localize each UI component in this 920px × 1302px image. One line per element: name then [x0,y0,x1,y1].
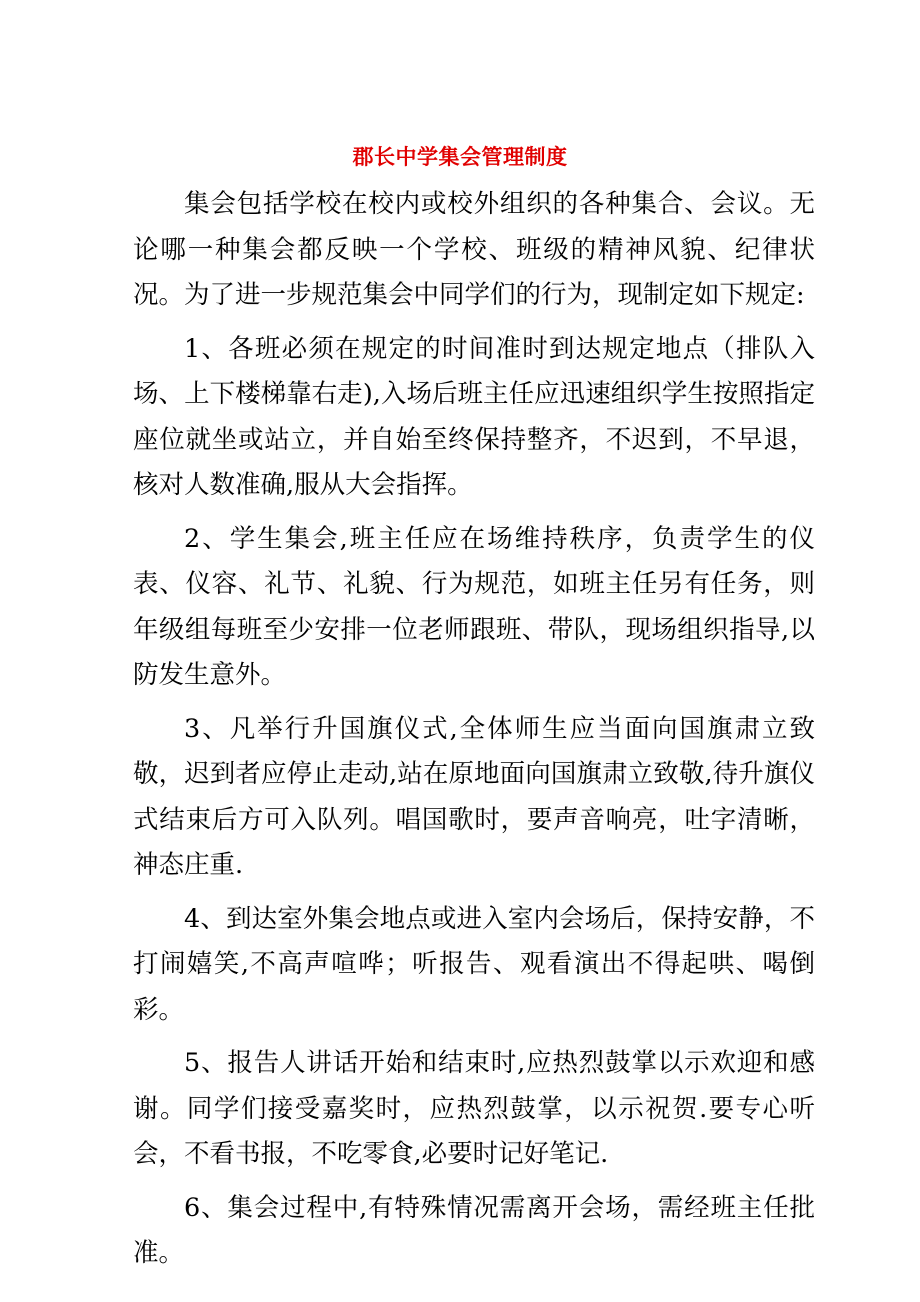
document-title: 郡长中学集会管理制度 [352,145,568,169]
rule-paragraph-5: 5、报告人讲话开始和结束时,应热烈鼓掌以示欢迎和感谢。同学们接受嘉奖时，应热烈鼓掌，以示祝贺.要专心听会，不看书报，不吃零食,必要时记好笔记. [133,1048,815,1169]
rule-paragraph-3: 3、凡举行升国旗仪式,全体师生应当面向国旗肃立致敬，迟到者应停止走动,站在原地面向国旗肃立致敬,待升旗仪式结束后方可入队列。唱国歌时，要声音响亮，吐字清晰，神态庄重. [133,713,815,880]
document-body [133,182,815,1277]
rule-paragraph-1: 1、各班必须在规定的时间准时到达规定地点（排队入场、上下楼梯靠右走),入场后班主任应迅速组织学生按照指定座位就坐或站立，并自始至终保持整齐，不迟到，不早退，核对人数准确,服从大会指挥。 [133,333,815,500]
rule-paragraph-2: 2、学生集会,班主任应在场维持秩序，负责学生的仪表、仪容、礼节、礼貌、行为规范，如班主任另有任务，则年级组每班至少安排一位老师跟班、带队，现场组织指导,以防发生意外。 [133,523,815,690]
intro-paragraph: 集会包括学校在校内或校外组织的各种集合、会议。无论哪一种集会都反映一个学校、班级的精神风貌、纪律状况。为了进一步规范集会中同学们的行为，现制定如下规定: [133,189,815,310]
rule-paragraph-6: 6、集会过程中,有特殊情况需离开会场，需经班主任批准。 [133,1192,815,1268]
rule-paragraph-4: 4、到达室外集会地点或进入室内会场后，保持安静，不打闹嬉笑,不高声喧哗；听报告、观看演出不得起哄、喝倒彩。 [133,903,815,1025]
